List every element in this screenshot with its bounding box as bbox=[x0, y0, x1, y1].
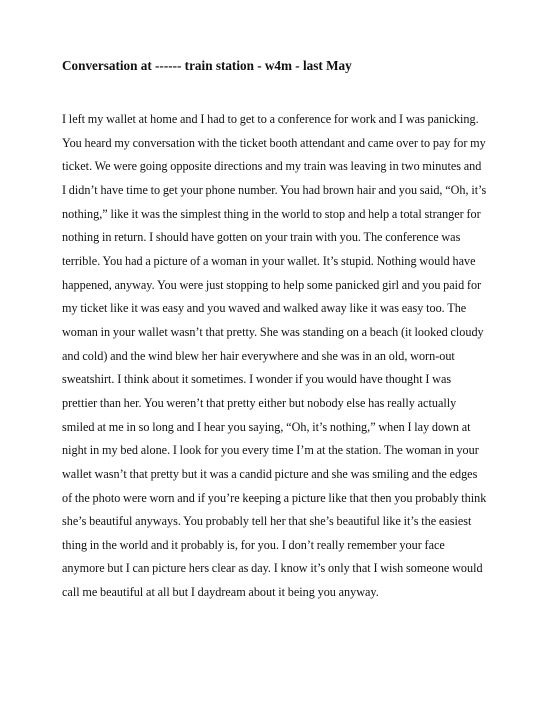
document-body: I left my wallet at home and I had to get to a conference for work and I was panicking. You heard my conversation with the ticket booth attendant and came over to pay for my ticket. We were going opposite directions and my train was leaving in two minutes and I didn’t have time to get your phone number. You had brown hair and you said, “Oh, it’s nothing,” like it was the simplest thing in the world to stop and help a total stranger for nothing in return. I should have gotten on your train with you. The conference was terrible. You had a picture of a woman in your wallet. It’s stupid. Nothing would have happened, anyway. You were just stopping to help some panicked girl and you paid for my ticket like it was easy and you waved and walked away like it was easy too. The woman in your wallet wasn’t that pretty. She was standing on a beach (it looked cloudy and cold) and the wind blew her hair everywhere and she was in an old, worn-out sweatshirt. I think about it sometimes. I wonder if you would have thought I was prettier than her. You weren’t that pretty either but nobody else has really actually smiled at me in so long and I hear you saying, “Oh, it’s nothing,” when I lay down at night in my bed alone. I look for you every time I’m at the station. The woman in your wallet wasn’t that pretty but it was a candid picture and she was smiling and the edges of the photo were worn and if you’re keeping a picture like that then you probably think she’s beautiful anyways. You probably tell her that she’s beautiful like it’s the easiest thing in the world and it probably is, for you. I don’t really remember your face anymore but I can picture hers clear as day. I know it’s only that I wish someone would call me beautiful at all but I daydream about it being you anyway. bbox=[62, 112, 487, 600]
document-title: Conversation at ------ train station - w4m - last May bbox=[62, 58, 352, 73]
